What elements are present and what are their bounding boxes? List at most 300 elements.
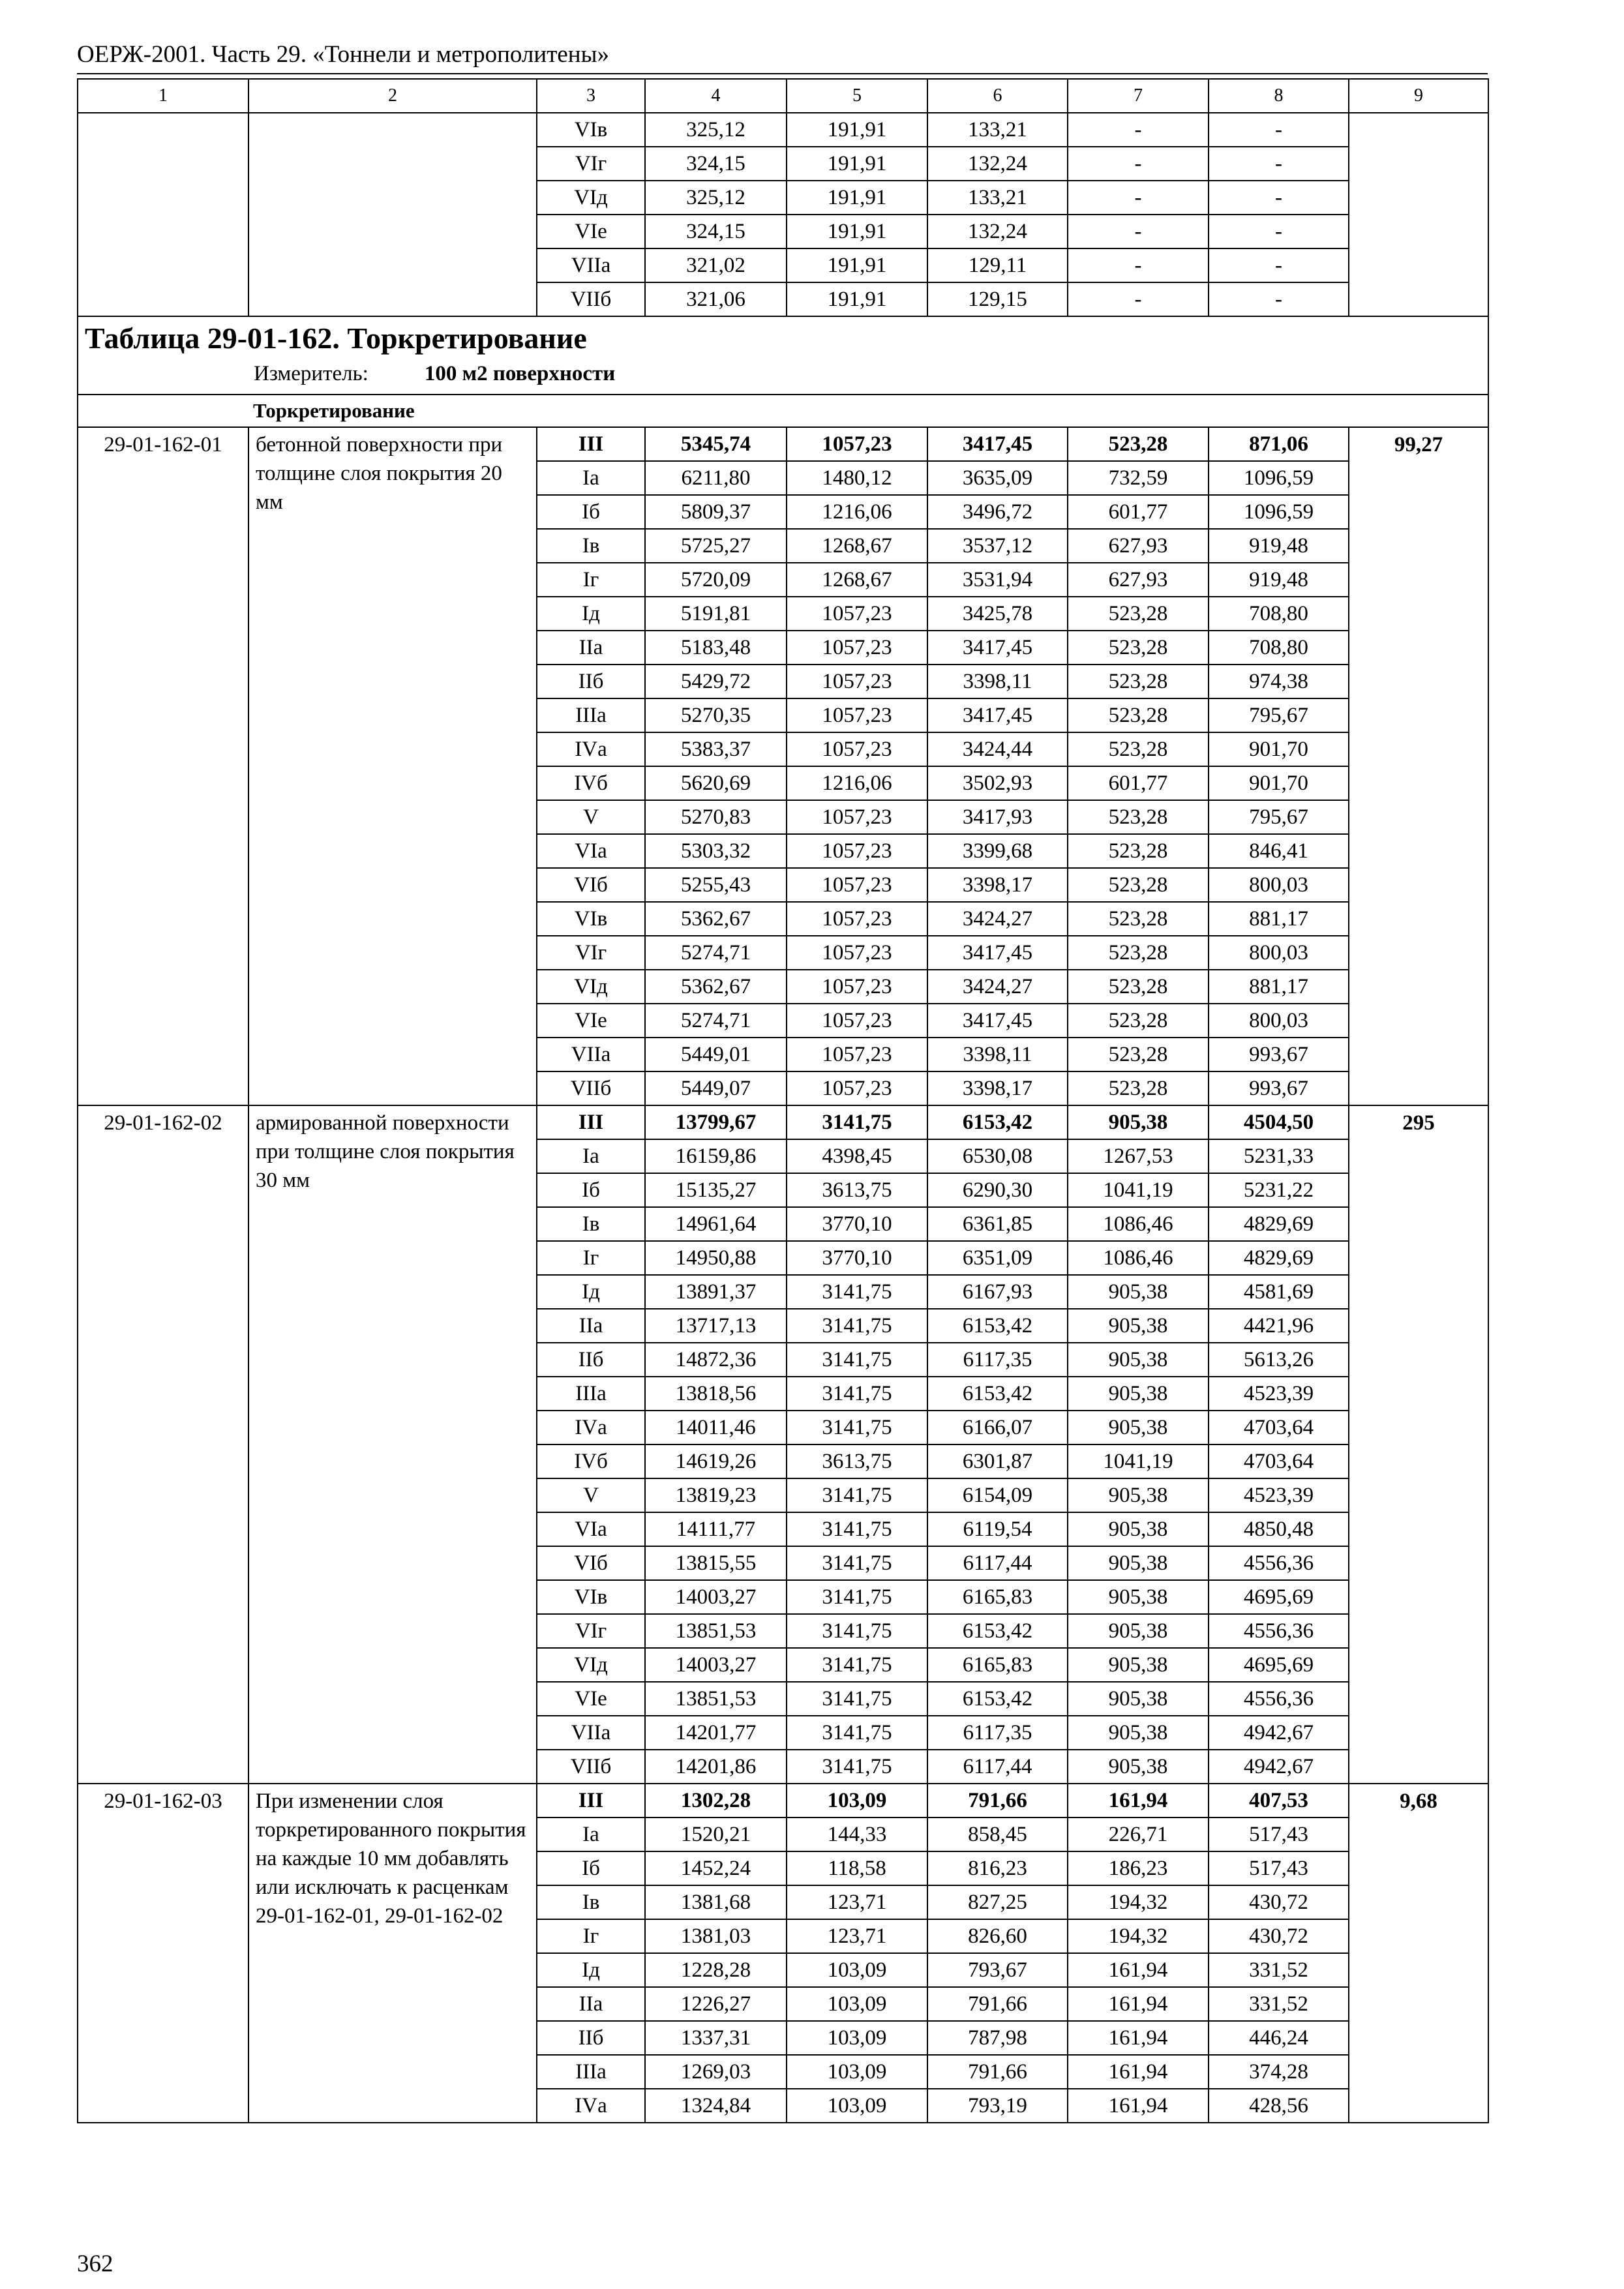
value-cell: 186,23 [1068,1851,1209,1885]
value-cell: 1096,59 [1209,461,1349,495]
item-code: 29-01-162-03 [78,1784,248,2123]
value-cell: 5255,43 [645,868,787,902]
value-cell: 4523,39 [1209,1478,1349,1512]
value-cell: 787,98 [927,2021,1068,2055]
value-cell: 3141,75 [787,1716,927,1750]
value-cell: - [1068,147,1209,181]
value-cell: 795,67 [1209,698,1349,732]
value-cell: 5809,37 [645,495,787,529]
value-cell: 1057,23 [787,698,927,732]
value-cell: - [1209,147,1349,181]
table-title-cell [78,316,1488,395]
value-cell: 793,67 [927,1953,1068,1987]
table-row [78,1105,1488,1139]
value-cell: 732,59 [1068,461,1209,495]
value-cell: 161,94 [1068,1784,1209,1818]
region-index: IIIа [537,1377,645,1411]
region-index: III [537,1784,645,1818]
value-cell: 6153,42 [927,1377,1068,1411]
value-cell: 161,94 [1068,2021,1209,2055]
region-index: Iд [537,1275,645,1309]
value-cell: 905,38 [1068,1411,1209,1444]
value-cell: 3424,44 [927,732,1068,766]
value-cell: 1057,23 [787,427,927,461]
value-cell: 905,38 [1068,1105,1209,1139]
value-cell: 4556,36 [1209,1682,1349,1716]
value-cell: 191,91 [787,248,927,282]
value-cell: 523,28 [1068,631,1209,665]
value-cell: 14950,88 [645,1241,787,1275]
value-cell: 523,28 [1068,698,1209,732]
value-cell: 5270,35 [645,698,787,732]
value-cell: 1057,23 [787,1004,927,1038]
value-cell: 374,28 [1209,2055,1349,2089]
region-index: Iв [537,1207,645,1241]
value-cell: 5449,07 [645,1071,787,1105]
region-index: IIа [537,1987,645,2021]
region-index: V [537,1478,645,1512]
region-index: Iв [537,1885,645,1919]
value-cell: 871,06 [1209,427,1349,461]
value-cell: 3417,93 [927,800,1068,834]
value-cell: 905,38 [1068,1343,1209,1377]
group-heading-row [78,395,1488,427]
value-cell: 194,32 [1068,1885,1209,1919]
column-number: 8 [1209,79,1349,113]
value-cell: 4581,69 [1209,1275,1349,1309]
value-cell: 826,60 [927,1919,1068,1953]
value-cell: - [1068,282,1209,316]
value-cell: 6117,44 [927,1750,1068,1784]
region-index: Iд [537,1953,645,1987]
value-cell: 3141,75 [787,1309,927,1343]
value-cell: 517,43 [1209,1818,1349,1851]
value-cell: 993,67 [1209,1071,1349,1105]
region-index: III [537,1105,645,1139]
value-cell: 523,28 [1068,597,1209,631]
region-index: VIIб [537,1071,645,1105]
table-body [78,79,1488,2123]
value-cell: 905,38 [1068,1580,1209,1614]
value-cell: 601,77 [1068,495,1209,529]
value-cell: 1057,23 [787,597,927,631]
value-cell: 3141,75 [787,1512,927,1546]
value-cell: 523,28 [1068,970,1209,1004]
value-cell: 708,80 [1209,631,1349,665]
region-index: VIа [537,1512,645,1546]
price-table [77,78,1489,2123]
value-cell: 6361,85 [927,1207,1068,1241]
value-cell: 6117,35 [927,1716,1068,1750]
item-description: бетонной поверхности при толщине слоя покрытия 20 мм [248,427,537,1105]
item-col9: 9,68 [1349,1784,1488,2123]
value-cell: 191,91 [787,181,927,215]
value-cell: 517,43 [1209,1851,1349,1885]
region-index: IVа [537,2089,645,2123]
value-cell: 161,94 [1068,2089,1209,2123]
value-cell: 919,48 [1209,563,1349,597]
value-cell: 1057,23 [787,868,927,902]
value-cell: - [1068,215,1209,248]
value-cell: 905,38 [1068,1512,1209,1546]
value-cell: 5270,83 [645,800,787,834]
value-cell: 191,91 [787,215,927,248]
value-cell: 791,66 [927,2055,1068,2089]
value-cell: 3141,75 [787,1682,927,1716]
value-cell: 905,38 [1068,1275,1209,1309]
region-index: IVа [537,732,645,766]
value-cell: 974,38 [1209,665,1349,698]
value-cell: 5274,71 [645,1004,787,1038]
region-index: Iг [537,563,645,597]
value-cell: 133,21 [927,181,1068,215]
region-index: Iб [537,1851,645,1885]
value-cell: 13717,13 [645,1309,787,1343]
value-cell: 6153,42 [927,1682,1068,1716]
value-cell: 4850,48 [1209,1512,1349,1546]
value-cell: 5720,09 [645,563,787,597]
value-cell: 321,06 [645,282,787,316]
value-cell: 5725,27 [645,529,787,563]
value-cell: 1057,23 [787,631,927,665]
value-cell: 14201,86 [645,1750,787,1784]
value-cell: 103,09 [787,1987,927,2021]
value-cell: 331,52 [1209,1987,1349,2021]
value-cell: 6167,93 [927,1275,1068,1309]
value-cell: - [1068,248,1209,282]
value-cell: 324,15 [645,147,787,181]
value-cell: 1381,03 [645,1919,787,1953]
value-cell: 103,09 [787,1784,927,1818]
value-cell: 3417,45 [927,631,1068,665]
value-cell: 129,11 [927,248,1068,282]
value-cell: 4398,45 [787,1139,927,1173]
value-cell: 5274,71 [645,936,787,970]
value-cell: 5231,22 [1209,1173,1349,1207]
value-cell: 3770,10 [787,1207,927,1241]
value-cell: 601,77 [1068,766,1209,800]
region-index: VIг [537,147,645,181]
page-number: 362 [77,2251,113,2277]
value-cell: 881,17 [1209,970,1349,1004]
value-cell: 1480,12 [787,461,927,495]
value-cell: 901,70 [1209,732,1349,766]
running-header: ОЕРЖ-2001. Часть 29. «Тоннели и метрополитены» [77,41,609,68]
value-cell: 523,28 [1068,1004,1209,1038]
column-number: 3 [537,79,645,113]
region-index: VIб [537,1546,645,1580]
value-cell: 446,24 [1209,2021,1349,2055]
region-index: VIд [537,1648,645,1682]
region-index: IVб [537,766,645,800]
value-cell: 3417,45 [927,427,1068,461]
region-index: Iг [537,1241,645,1275]
column-number: 2 [248,79,537,113]
value-cell: 6153,42 [927,1614,1068,1648]
value-cell: 103,09 [787,2055,927,2089]
value-cell: 14619,26 [645,1444,787,1478]
value-cell: 6117,44 [927,1546,1068,1580]
value-cell: 3537,12 [927,529,1068,563]
value-cell: 3635,09 [927,461,1068,495]
region-index: IIа [537,631,645,665]
value-cell: 993,67 [1209,1038,1349,1071]
value-cell: 523,28 [1068,936,1209,970]
value-cell: 3141,75 [787,1275,927,1309]
item-code: 29-01-162-02 [78,1105,248,1784]
region-index: VIIа [537,248,645,282]
value-cell: 523,28 [1068,1038,1209,1071]
value-cell: 14111,77 [645,1512,787,1546]
region-index: VIIб [537,1750,645,1784]
value-cell: 14961,64 [645,1207,787,1241]
value-cell: 3398,11 [927,665,1068,698]
value-cell: 3141,75 [787,1377,927,1411]
region-index: VIIб [537,282,645,316]
value-cell: 5383,37 [645,732,787,766]
region-index: VIе [537,1682,645,1716]
region-index: VIа [537,834,645,868]
region-index: IVа [537,1411,645,1444]
value-cell: 3141,75 [787,1614,927,1648]
value-cell: 1228,28 [645,1953,787,1987]
value-cell: 14003,27 [645,1580,787,1614]
region-index: VIе [537,215,645,248]
value-cell: 14872,36 [645,1343,787,1377]
value-cell: 6530,08 [927,1139,1068,1173]
column-number: 6 [927,79,1068,113]
value-cell: 6165,83 [927,1580,1068,1614]
value-cell: 6165,83 [927,1648,1068,1682]
value-cell: 1267,53 [1068,1139,1209,1173]
region-index: VIг [537,1614,645,1648]
value-cell: 846,41 [1209,834,1349,868]
value-cell: 1268,67 [787,563,927,597]
value-cell: 191,91 [787,282,927,316]
value-cell: - [1209,181,1349,215]
value-cell: 6119,54 [927,1512,1068,1546]
value-cell: 16159,86 [645,1139,787,1173]
value-cell: 3398,11 [927,1038,1068,1071]
value-cell: 13819,23 [645,1478,787,1512]
value-cell: 4942,67 [1209,1716,1349,1750]
value-cell: 103,09 [787,2021,927,2055]
value-cell: 5429,72 [645,665,787,698]
value-cell: 1452,24 [645,1851,787,1885]
header-rule [77,73,1488,74]
value-cell: 123,71 [787,1919,927,1953]
value-cell: 1057,23 [787,1038,927,1071]
value-cell: 3141,75 [787,1546,927,1580]
value-cell: 905,38 [1068,1648,1209,1682]
value-cell: 708,80 [1209,597,1349,631]
value-cell: 523,28 [1068,427,1209,461]
value-cell: 144,33 [787,1818,927,1851]
value-cell: 14201,77 [645,1716,787,1750]
value-cell: 13891,37 [645,1275,787,1309]
table-row [78,113,1488,147]
region-index: V [537,800,645,834]
value-cell: 6290,30 [927,1173,1068,1207]
value-cell: 816,23 [927,1851,1068,1885]
value-cell: 1057,23 [787,800,927,834]
region-index: VIв [537,902,645,936]
value-cell: 627,93 [1068,529,1209,563]
value-cell: 905,38 [1068,1750,1209,1784]
region-index: IIа [537,1309,645,1343]
carryover-col9-cell [1349,113,1488,316]
value-cell: 4504,50 [1209,1105,1349,1139]
value-cell: 919,48 [1209,529,1349,563]
column-number: 7 [1068,79,1209,113]
region-index: VIв [537,113,645,147]
value-cell: 627,93 [1068,563,1209,597]
value-cell: 1057,23 [787,732,927,766]
value-cell: - [1209,113,1349,147]
value-cell: 6166,07 [927,1411,1068,1444]
value-cell: 194,32 [1068,1919,1209,1953]
value-cell: 430,72 [1209,1885,1349,1919]
value-cell: 5231,33 [1209,1139,1349,1173]
value-cell: 132,24 [927,215,1068,248]
value-cell: 523,28 [1068,800,1209,834]
value-cell: 901,70 [1209,766,1349,800]
value-cell: 1302,28 [645,1784,787,1818]
value-cell: 1216,06 [787,495,927,529]
table-row [78,1784,1488,1818]
value-cell: 6211,80 [645,461,787,495]
value-cell: 4523,39 [1209,1377,1349,1411]
value-cell: 523,28 [1068,834,1209,868]
region-index: Iб [537,495,645,529]
value-cell: 1057,23 [787,902,927,936]
region-index: Iг [537,1919,645,1953]
value-cell: 1057,23 [787,1071,927,1105]
value-cell: 3141,75 [787,1105,927,1139]
value-cell: 3425,78 [927,597,1068,631]
value-cell: 793,19 [927,2089,1068,2123]
value-cell: 3531,94 [927,563,1068,597]
value-cell: 905,38 [1068,1682,1209,1716]
region-index: IIб [537,665,645,698]
value-cell: 3424,27 [927,970,1068,1004]
value-cell: 1381,68 [645,1885,787,1919]
item-code: 29-01-162-01 [78,427,248,1105]
item-col9: 99,27 [1349,427,1488,1105]
region-index: VIб [537,868,645,902]
group-heading: Торкретирование [78,395,1488,427]
region-index: IIIа [537,2055,645,2089]
value-cell: 325,12 [645,181,787,215]
value-cell: 1216,06 [787,766,927,800]
value-cell: 905,38 [1068,1478,1209,1512]
value-cell: 4942,67 [1209,1750,1349,1784]
value-cell: 523,28 [1068,732,1209,766]
region-index: IIIа [537,698,645,732]
value-cell: 800,03 [1209,868,1349,902]
column-number: 4 [645,79,787,113]
value-cell: - [1068,113,1209,147]
value-cell: 3398,17 [927,868,1068,902]
value-cell: 1096,59 [1209,495,1349,529]
value-cell: 4695,69 [1209,1580,1349,1614]
item-col9: 295 [1349,1105,1488,1784]
value-cell: 5362,67 [645,970,787,1004]
value-cell: 191,91 [787,147,927,181]
value-cell: 1086,46 [1068,1207,1209,1241]
value-cell: 6301,87 [927,1444,1068,1478]
value-cell: 1269,03 [645,2055,787,2089]
value-cell: 129,15 [927,282,1068,316]
region-index: VIв [537,1580,645,1614]
value-cell: 4829,69 [1209,1207,1349,1241]
value-cell: 4556,36 [1209,1614,1349,1648]
value-cell: 523,28 [1068,665,1209,698]
item-description: При изменении слоя торкретированного покрытия на каждые 10 мм добавлять или исключать к расценкам 29-01-162-01, 29-01-162-02 [248,1784,537,2123]
region-index: VIд [537,181,645,215]
value-cell: 3502,93 [927,766,1068,800]
unit-value: 100 м2 поверхности [424,362,616,385]
value-cell: 3141,75 [787,1750,927,1784]
region-index: Iб [537,1173,645,1207]
value-cell: 161,94 [1068,1953,1209,1987]
value-cell: 5449,01 [645,1038,787,1071]
region-index: Iа [537,1818,645,1851]
value-cell: 3399,68 [927,834,1068,868]
column-number-row [78,79,1488,113]
value-cell: 13815,55 [645,1546,787,1580]
value-cell: 827,25 [927,1885,1068,1919]
value-cell: 4421,96 [1209,1309,1349,1343]
value-cell: 1057,23 [787,665,927,698]
value-cell: 161,94 [1068,2055,1209,2089]
value-cell: 407,53 [1209,1784,1349,1818]
unit-label: Измеритель: [254,362,368,385]
value-cell: 133,21 [927,113,1068,147]
value-cell: 6154,09 [927,1478,1068,1512]
value-cell: 325,12 [645,113,787,147]
value-cell: 321,02 [645,248,787,282]
region-index: Iд [537,597,645,631]
value-cell: - [1209,282,1349,316]
value-cell: 4695,69 [1209,1648,1349,1682]
value-cell: 3141,75 [787,1478,927,1512]
value-cell: 1337,31 [645,2021,787,2055]
column-number: 9 [1349,79,1488,113]
value-cell: 5345,74 [645,427,787,461]
value-cell: 123,71 [787,1885,927,1919]
value-cell: 1057,23 [787,970,927,1004]
table-title-row [78,316,1488,395]
region-index: III [537,427,645,461]
value-cell: 1041,19 [1068,1173,1209,1207]
value-cell: 3141,75 [787,1343,927,1377]
region-index: IIб [537,1343,645,1377]
region-index: VIг [537,936,645,970]
region-index: IIб [537,2021,645,2055]
value-cell: 523,28 [1068,868,1209,902]
value-cell: 3141,75 [787,1411,927,1444]
value-cell: 6117,35 [927,1343,1068,1377]
value-cell: 1057,23 [787,936,927,970]
value-cell: 226,71 [1068,1818,1209,1851]
value-cell: 6351,09 [927,1241,1068,1275]
value-cell: 161,94 [1068,1987,1209,2021]
region-index: VIд [537,970,645,1004]
value-cell: 1268,67 [787,529,927,563]
table-row [78,427,1488,461]
value-cell: 14003,27 [645,1648,787,1682]
